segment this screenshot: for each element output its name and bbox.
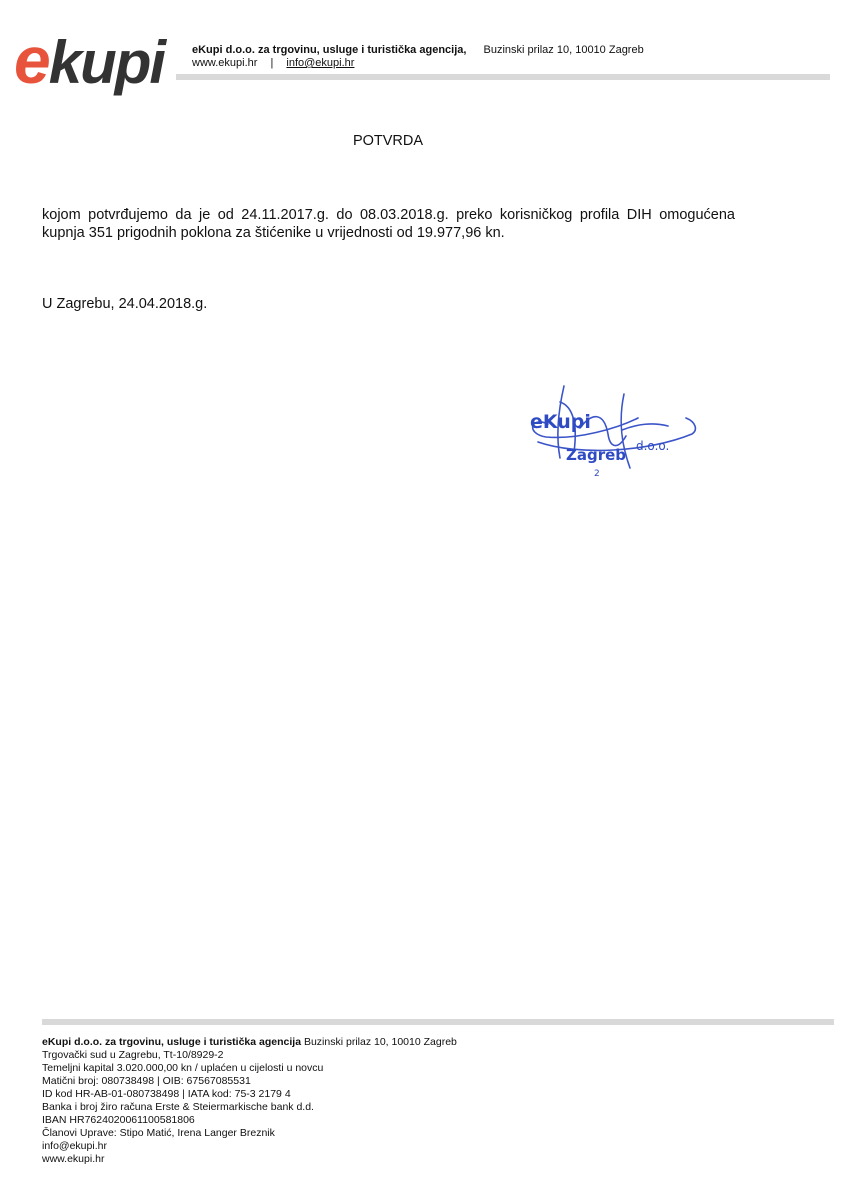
logo-letter-e: e [14,23,49,97]
header-line-2 [192,57,644,70]
company-stamp-signature [518,382,700,478]
stamp-city: Zagreb [566,446,627,464]
footer-management-board: Članovi Uprave: Stipo Matić, Irena Langer Breznik [42,1127,275,1139]
footer-website[interactable]: www.ekupi.hr [42,1153,105,1165]
footer-company-address: Buzinski prilaz 10, 10010 Zagreb [303,1036,457,1048]
footer-company-details [42,1036,457,1166]
logo-letters-kupi: kupi [48,29,165,96]
header-separator: | [270,57,274,69]
footer-registration-numbers: Matični broj: 080738498 | OIB: 67567085531 [42,1075,251,1087]
footer-court-registry: Trgovački sud u Zagrebu, Tt-10/8929-2 [42,1049,224,1061]
footer-id-codes: ID kod HR-AB-01-080738498 | IATA kod: 75-3 2179 4 [42,1088,291,1100]
header-company-name: eKupi d.o.o. za trgovinu, usluge i turistička agencija, [192,44,467,56]
stamp-name: eKupi [530,411,591,433]
stamp-company-type: d.o.o. [636,439,670,453]
footer-company-name: eKupi d.o.o. za trgovinu, usluge i turistička agencija [42,1036,302,1048]
stamp-text [530,411,669,478]
footer-share-capital: Temeljni kapital 3.020.000,00 kn / uplaćen u cijelosti u novcu [42,1062,324,1074]
header-line-1 [192,44,644,57]
ekupi-logo [14,23,174,97]
footer-iban: IBAN HR7624020061100581806 [42,1114,195,1126]
document-title: POTVRDA [352,133,424,149]
place-and-date: U Zagrebu, 24.04.2018.g. [42,296,208,312]
stamp-number: 2 [594,469,600,478]
footer-divider [42,1019,834,1025]
header-address: Buzinski prilaz 10, 10010 Zagreb [483,44,644,56]
header-company-info [192,44,644,70]
logo-wordmark [14,23,165,97]
footer-email[interactable]: info@ekupi.hr [42,1140,107,1152]
header-website-link[interactable]: www.ekupi.hr [192,57,258,69]
footer-company-line [42,1036,457,1049]
footer-bank: Banka i broj žiro računa Erste & Steiermarkische bank d.d. [42,1101,314,1113]
document-body: kojom potvrđujemo da je od 24.11.2017.g. do 08.03.2018.g. preko korisničkog profila DIH omogućena kupnja 351 prigodnih poklona za štićenike u vrijednosti od 19.977,96 kn. [42,207,735,241]
header-divider [176,74,830,80]
header-email-link[interactable]: info@ekupi.hr [286,57,355,69]
